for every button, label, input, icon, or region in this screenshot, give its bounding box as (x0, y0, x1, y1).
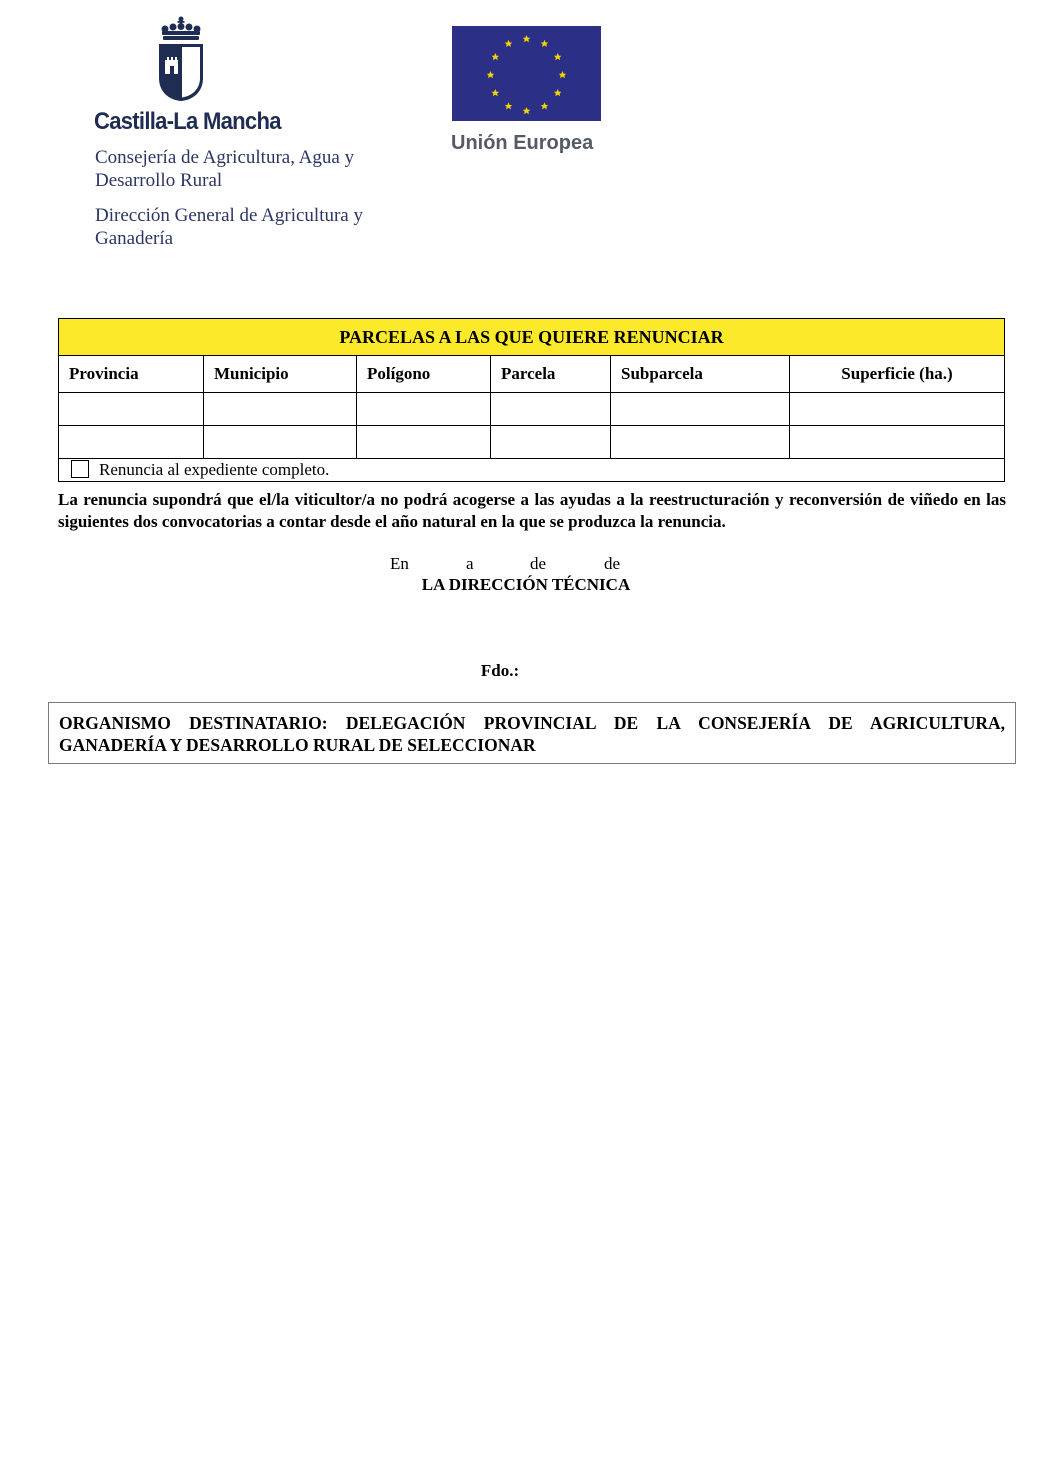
place-date-word-de: de (604, 554, 621, 573)
subparcela-field[interactable] (611, 393, 790, 426)
poligono-field[interactable] (357, 426, 491, 459)
place-date-word-en: En (390, 554, 409, 573)
table-header-row (59, 356, 1005, 393)
directorate-name: Dirección General de Agricultura y Ganadería (95, 205, 363, 249)
column-header-superficie: Superficie (ha.) (790, 356, 1005, 393)
column-header-poligono: Polígono (357, 356, 491, 393)
signed-by-label: Fdo.: (480, 661, 520, 680)
full-renunciation-checkbox[interactable] (71, 460, 89, 478)
provincia-field[interactable] (59, 393, 204, 426)
crown-shield-emblem-icon (156, 16, 206, 104)
place-date-word-a: a (466, 554, 474, 573)
table-title: PARCELAS A LAS QUE QUIERE RENUNCIAR (59, 319, 1005, 356)
provincia-field[interactable] (59, 426, 204, 459)
municipio-field[interactable] (204, 426, 357, 459)
full-renunciation-label: Renuncia al expediente completo. (99, 460, 330, 479)
column-header-provincia: Provincia (59, 356, 204, 393)
eu-logo-text: Unión Europea (451, 132, 594, 154)
column-header-municipio: Municipio (204, 356, 357, 393)
european-union-logo (446, 22, 606, 158)
table-row (59, 393, 1005, 426)
full-renunciation-row (59, 459, 1005, 482)
eu-flag-icon (452, 26, 601, 121)
parcela-field[interactable] (491, 393, 611, 426)
municipio-field[interactable] (204, 393, 357, 426)
subparcela-field[interactable] (611, 426, 790, 459)
renunciation-notice: La renuncia supondrá que el/la viticultor/a no podrá acogerse a las ayudas a la reestructuración y reconversión de viñedo en las siguientes dos convocatorias a contar desde el año natural en la que se produzca la renuncia. (58, 490, 1006, 531)
jccm-logo-text: Castilla-La Mancha (94, 108, 281, 135)
poligono-field[interactable] (357, 393, 491, 426)
column-header-subparcela: Subparcela (611, 356, 790, 393)
signatory-role: LA DIRECCIÓN TÉCNICA (421, 575, 631, 594)
place-date-word-de: de (530, 554, 547, 573)
column-header-parcela: Parcela (491, 356, 611, 393)
recipient-text: ORGANISMO DESTINATARIO: DELEGACIÓN PROVINCIAL DE LA CONSEJERÍA DE AGRICULTURA, GANADERÍA Y DESARROLLO RURAL DE SELECCIONAR (59, 713, 1005, 755)
parcela-field[interactable] (491, 426, 611, 459)
castilla-la-mancha-logo (94, 16, 281, 136)
department-name: Consejería de Agricultura, Agua y Desarrollo Rural (95, 147, 355, 191)
table-row (59, 426, 1005, 459)
recipient-box (48, 702, 1016, 764)
superficie-field[interactable] (790, 393, 1005, 426)
parcels-table (58, 318, 1005, 482)
superficie-field[interactable] (790, 426, 1005, 459)
